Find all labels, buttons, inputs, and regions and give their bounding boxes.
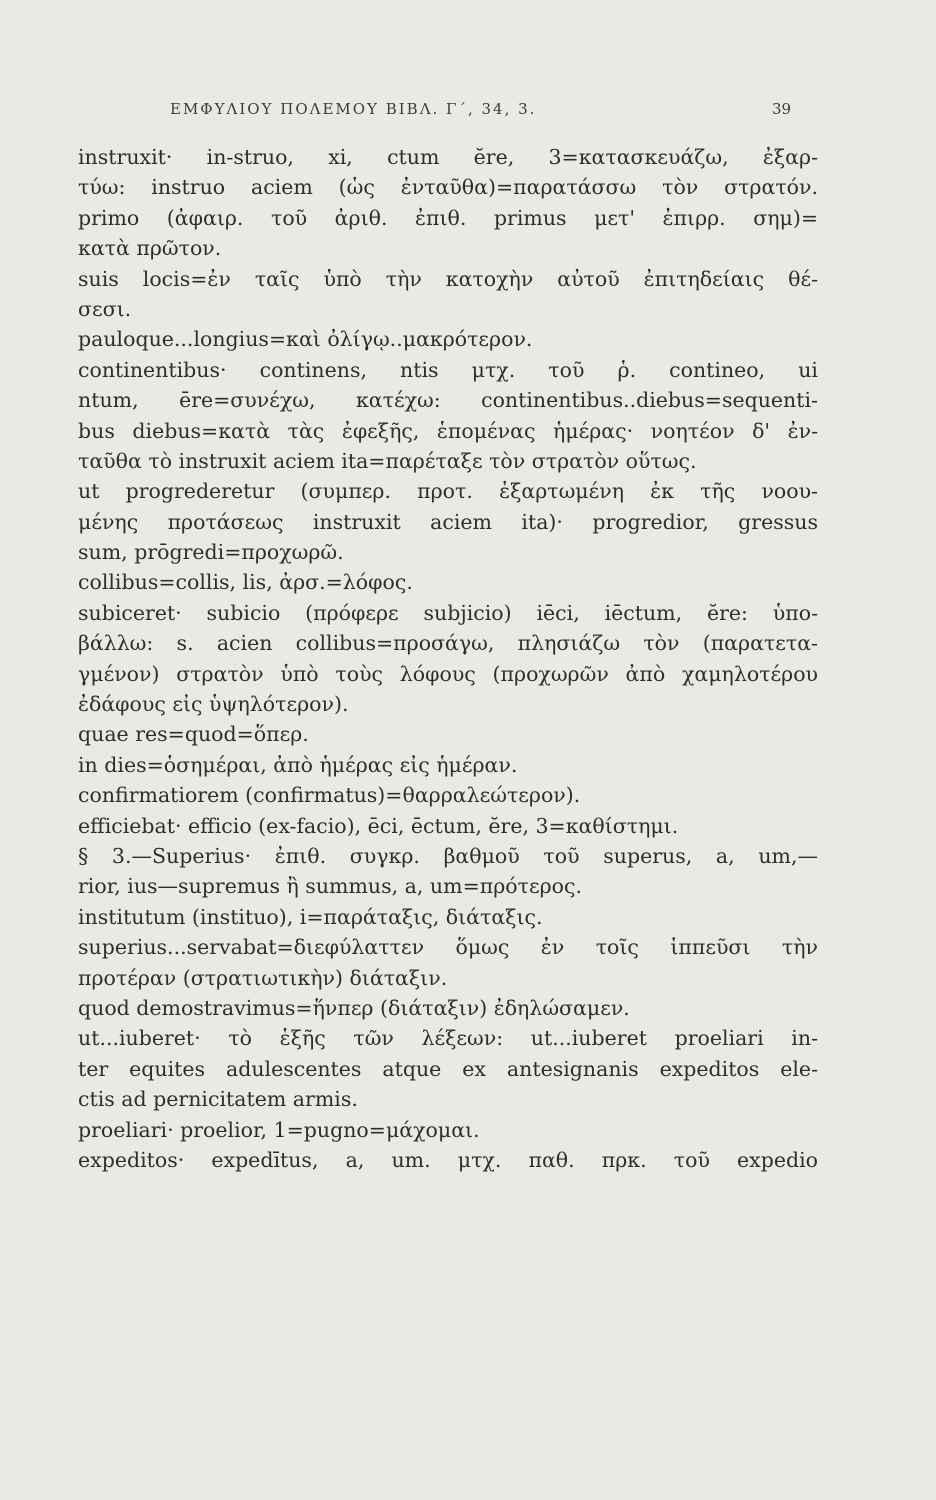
text-line: quod demostravimus=ἥνπερ (διάταξιν) ἐδηλώσαμεν. [78, 995, 630, 1020]
text-line: κατὰ πρῶτον. [78, 236, 222, 261]
text-line: rior, ius—supremus ἢ summus, a, um=πρότερος. [78, 874, 582, 899]
text-line: ταῦθα τὸ instruxit aciem ita=παρέταξε τὸν στρατὸν οὕτως. [78, 448, 697, 473]
text-line: institutum (instituo), i=παράταξις, διάταξις. [78, 904, 543, 929]
text-line: superius...servabat=διεφύλαττεν ὅμως ἐν τοῖς ἱππεῦσι τὴν [78, 935, 818, 960]
text-line: ut...iuberet· τὸ ἑξῆς τῶν λέξεων: ut...iuberet proeliari in- [78, 1026, 818, 1051]
text-line: confirmatiorem (confirmatus)=θαρραλεώτερον). [78, 783, 581, 808]
text-line: instruxit· in-struo, xi, ctum ĕre, 3=κατασκευάζω, ἐξαρ- [78, 145, 818, 169]
text-line: expeditos· expedītus, a, um. μτχ. παθ. πρκ. τοῦ expedio [78, 1147, 818, 1172]
text-line: in dies=ὁσημέραι, ἀπὸ ἡμέρας εἰς ἡμέραν. [78, 752, 518, 777]
text-line: § 3.—Superius· ἐπιθ. συγκρ. βαθμοῦ τοῦ superus, a, um,— [78, 843, 818, 868]
running-head: ΕΜΦΥΛΙΟΥ ΠΟΛΕΜΟΥ ΒΙΒΛ. Γ΄, 34, 3. [170, 100, 537, 118]
text-line: μένης προτάσεως instruxit aciem ita)· progredior, gressus [78, 509, 818, 534]
text-line: βάλλω: s. acien collibus=προσάγω, πλησιάζω τὸν (παρατετα- [78, 631, 818, 656]
text-line: suis locis=ἐν ταῖς ὑπὸ τὴν κατοχὴν αὐτοῦ ἐπιτηδείαις θέ- [78, 266, 818, 291]
text-line: subiceret· subicio (πρόφερε subjicio) iēci, iēctum, ĕre: ὑπο- [78, 600, 818, 625]
text-line: ut progrederetur (συμπερ. προτ. ἐξαρτωμένη ἐκ τῆς νοου- [78, 479, 818, 504]
text-line: pauloque...longius=καὶ ὀλίγῳ..μακρότερον. [78, 327, 533, 352]
text-line: quae res=quod=ὅπερ. [78, 722, 309, 747]
text-line: ἐδάφους εἰς ὑψηλότερον). [78, 692, 349, 717]
text-line: γμένον) στρατὸν ὑπὸ τοὺς λόφους (προχωρῶν ἀπὸ χαμηλοτέρου [78, 661, 818, 686]
text-line: collibus=collis, lis, ἀρσ.=λόφος. [78, 570, 413, 595]
text-line: σεσι. [78, 296, 132, 321]
text-line: proeliari· proelior, 1=pugno=μάχομαι. [78, 1117, 480, 1142]
text-line: sum, prōgredi=προχωρῶ. [78, 540, 344, 565]
text-line: προτέραν (στρατιωτικὴν) διάταξιν. [78, 965, 448, 990]
text-line: ctis ad pernicitatem armis. [78, 1087, 358, 1112]
body-text [78, 142, 818, 1175]
text-line: bus diebus=κατὰ τὰς ἐφεξῆς, ἑπομένας ἡμέρας· νοητέον δ' ἐν- [78, 418, 818, 443]
page-number: 39 [772, 100, 792, 118]
text-line: τύω: instruo aciem (ὡς ἐνταῦθα)=παρατάσσω τὸν στρατόν. [78, 175, 818, 200]
text-line: primo (ἀφαιρ. τοῦ ἀριθ. ἐπιθ. primus μετ' ἐπιρρ. σημ)= [78, 205, 818, 230]
text-line: ter equites adulescentes atque ex antesignanis expeditos ele- [78, 1056, 818, 1081]
text-line: efficiebat· efficio (ex-facio), ēci, ēctum, ĕre, 3=καθίστημι. [78, 813, 679, 838]
text-line: ntum, ēre=συνέχω, κατέχω: continentibus..diebus=sequenti- [78, 388, 818, 413]
text-line: continentibus· continens, ntis μτχ. τοῦ ῥ. contineo, ui [78, 357, 818, 382]
